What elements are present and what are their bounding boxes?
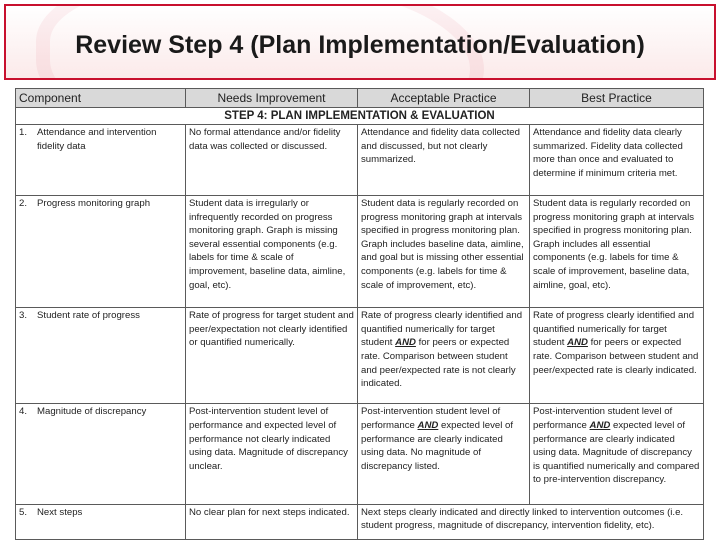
cell-text: Student data is irregularly or infrequently recorded on progress monitoring graph. Graph is missing several essential components (e.g. labels for time & scale of improvement, baseline data, aimline, goal, etc). [189,198,346,291]
best-practice-cell [530,404,704,504]
title-banner [4,4,716,80]
text-part: expected level of performance are clearly indicated using data. Magnitude of discrepancy is quantified numerically and compared to pre-intervention discrepancy. [533,420,700,486]
row-number: 4. [19,406,28,418]
acceptable-practice-cell [358,125,530,196]
acceptable-practice-cell [358,308,530,404]
table-row [16,196,704,308]
best-practice-cell [530,196,704,308]
step-title: STEP 4: PLAN IMPLEMENTATION & EVALUATION [16,108,704,125]
row-number: 5. [19,506,28,518]
step-title-row [16,108,704,125]
component-label: Progress monitoring graph [37,198,151,209]
component-cell [16,504,186,539]
needs-improvement-cell [186,308,358,404]
component-label: Attendance and intervention fidelity data [37,127,157,152]
cell-text [533,405,700,487]
text-part: expected level of performance are clearly indicated using data. No magnitude of discrepancy listed. [361,420,513,472]
text-part: for peers or expected rate. Comparison between student and peer/expected rate is not clearly indicated. [361,337,516,390]
component-label: Student rate of progress [37,310,140,322]
component-cell [16,125,186,196]
acceptable-practice-cell [358,404,530,504]
header-component: Component [16,89,186,108]
cell-text: Attendance and fidelity data clearly summarized. Fidelity data collected more than once and evaluated to determine if minimum criteria met. [533,127,683,179]
acceptable-best-practice-cell [358,504,704,539]
table-row [16,504,704,539]
header-needs-improvement: Needs Improvement [186,89,358,108]
acceptable-practice-cell [358,196,530,308]
header-best-practice: Best Practice [530,89,704,108]
cell-text [533,309,700,377]
emphasis-and: AND [589,420,611,431]
text-part: for peers or expected rate. Comparison between student and peer/expected rate is clearly indicated. [533,337,699,376]
cell-text: Attendance and fidelity data collected and discussed, but not clearly summarized. [361,127,520,166]
cell-text [361,405,526,473]
table-row [16,404,704,504]
header-row [16,89,704,108]
table-row [16,308,704,404]
cell-text [361,309,526,391]
emphasis-and: AND [567,337,588,349]
cell-text: No clear plan for next steps indicated. [189,506,350,518]
table-row [16,125,704,196]
component-cell [16,308,186,404]
slide-title: Review Step 4 (Plan Implementation/Evaluation) [75,31,645,59]
row-number: 1. [19,127,28,139]
component-cell [16,196,186,308]
cell-text: Student data is regularly recorded on progress monitoring graph at intervals specified in progress monitoring plan. Graph includes all essential components (e.g. labels for time & scale of improvement, baseline data, aimline, goal, etc). [533,198,695,291]
rubric-table [15,88,704,540]
cell-text: Next steps clearly indicated and directly linked to intervention outcomes (i.e. student progress, magnitude of discrepancy, intervention fidelity, etc). [361,506,684,532]
best-practice-cell [530,308,704,404]
emphasis-and: AND [395,337,416,349]
text-part: Rate of progress clearly identified and quantified numerically for target student [361,310,523,349]
needs-improvement-cell [186,125,358,196]
component-label: Magnitude of discrepancy [37,406,147,418]
cell-text: No formal attendance and/or fidelity data was collected or discussed. [189,127,341,152]
row-number: 2. [19,198,28,209]
cell-text: Student data is regularly recorded on progress monitoring graph at intervals specified in progress monitoring plan. Graph includes baseline data, aimline, and goal but is missing other essential components (e.g. labels for time & scale of improvement, etc). [361,198,524,291]
needs-improvement-cell [186,196,358,308]
header-acceptable-practice: Acceptable Practice [358,89,530,108]
cell-text: Post-intervention student level of performance and expected level of performance not clearly indicated using data. Magnitude of discrepancy unclear. [189,406,348,472]
best-practice-cell [530,125,704,196]
component-label: Next steps [37,506,83,518]
text-part: Post-intervention student level of performance [533,406,673,431]
text-part: Post-intervention student level of performance [361,406,501,431]
needs-improvement-cell [186,504,358,539]
component-cell [16,404,186,504]
text-part: Rate of progress clearly identified and quantified numerically for target student [533,310,695,349]
cell-text: Rate of progress for target student and peer/expectation not clearly identified or quantified numerically. [189,310,354,349]
needs-improvement-cell [186,404,358,504]
emphasis-and: AND [417,420,439,431]
row-number: 3. [19,310,28,322]
